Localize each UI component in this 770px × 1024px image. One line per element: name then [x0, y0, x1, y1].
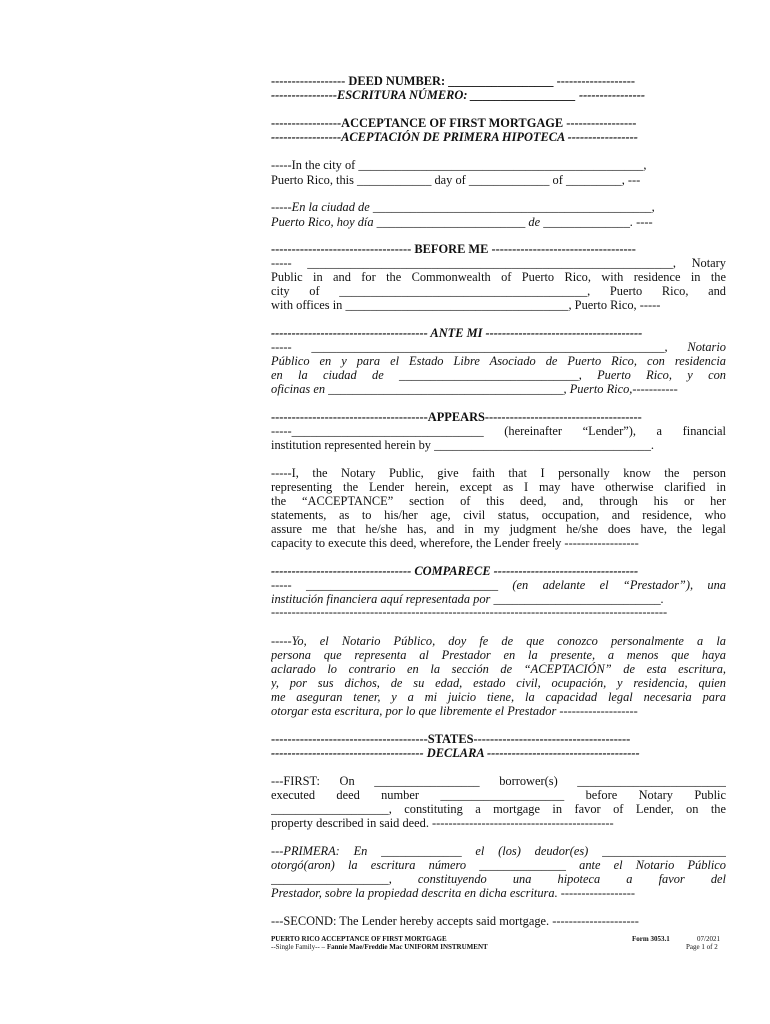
ante-mi-heading: -------------------------------------- ANTE MI -------------------------------------- — [271, 326, 643, 340]
notary-line-2: Public in and for the Commonwealth of Puerto Rico, with residence in the — [271, 270, 726, 284]
footer-date: 07/2021 — [697, 935, 720, 943]
before-me-heading: ---------------------------------- BEFORE ME ----------------------------------- — [271, 242, 636, 256]
notary-line-4: with offices in ____________________________________, Puerto Rico, ----- — [271, 298, 661, 312]
footer-form: Form 3053.1 — [632, 935, 670, 943]
faith-line-3: the “ACCEPTANCE” section of this deed, and, through his or her — [271, 494, 726, 508]
city-line: -----In the city of ______________________________________________, — [271, 158, 647, 172]
faith-line-5: assure me that he/she has, and in my judgment he/she does have, the legal — [271, 522, 726, 536]
first-line-4: property described in said deed. -------------------------------------------- — [271, 816, 614, 830]
notary-line-3: city of ________________________________________, Puerto Rico, and — [271, 284, 726, 298]
footer-page: Page 1 of 2 — [686, 943, 718, 951]
fe-line-6: otorgar esta escritura, por lo que libremente el Prestador ------------------- — [271, 704, 638, 718]
first-line-1: ---FIRST: On _________________ borrower(s) ________________________ — [271, 774, 726, 788]
notario-line-4: oficinas en ______________________________________, Puerto Rico,----------- — [271, 382, 678, 396]
aceptacion-title: -----------------ACEPTACIÓN DE PRIMERA HIPOTECA ----------------- — [271, 130, 638, 144]
first-line-2: executed deed number ____________________ before Notary Public — [271, 788, 726, 802]
fe-line-4: y, por sus dichos, de su edad, estado civil, ocupación, y residencia, quien — [271, 676, 726, 690]
primera-line-1: ---PRIMERA: En _____________ el (los) deudor(es) ____________________ — [271, 844, 726, 858]
deed-number-heading: ------------------ DEED NUMBER: _________________ ------------------- — [271, 74, 635, 88]
primera-line-4: Prestador, sobre la propiedad descrita en dicha escritura. ------------------ — [271, 886, 636, 900]
dash-separator: ------------------------------------------------------------------------------------------------ — [271, 605, 668, 619]
faith-line-6: capacity to execute this deed, wherefore, the Lender freely ------------------ — [271, 536, 639, 550]
faith-line-2: representing the Lender herein, except as I may have otherwise clarified in — [271, 480, 726, 494]
comparece-line-1: ----- _______________________________ (en adelante el “Prestador”), una — [271, 578, 726, 592]
primera-line-2: otorgó(aron) la escritura número ______________ ante el Notario Público — [271, 858, 726, 872]
acceptance-title: -----------------ACCEPTANCE OF FIRST MORTGAGE ----------------- — [271, 116, 637, 130]
appears-line-2: institution represented herein by ___________________________________. — [271, 438, 655, 452]
footer-subtitle-prefix: --Single Family-- – — [271, 943, 327, 951]
comparece-line-2: institución financiera aquí representada por ___________________________. — [271, 592, 664, 606]
footer-title: PUERTO RICO ACCEPTANCE OF FIRST MORTGAGE — [271, 935, 447, 943]
date-line: Puerto Rico, this ____________ day of _____________ of _________, --- — [271, 173, 641, 187]
footer-subtitle-bold: Fannie Mae/Freddie Mac UNIFORM INSTRUMENT — [326, 943, 488, 951]
appears-heading: --------------------------------------APPEARS-------------------------------------- — [271, 410, 642, 424]
fe-line-1: -----Yo, el Notario Público, doy fe de que conozco personalmente a la — [271, 634, 726, 648]
fe-line-3: aclarado lo contrario en la sección de “ACEPTACIÓN” de esta escritura, — [271, 662, 726, 676]
notario-line-1: ----- _________________________________________________________, Notario — [271, 340, 726, 354]
first-line-3: ___________________, constituting a mortgage in favor of Lender, on the — [271, 802, 726, 816]
comparece-heading: ---------------------------------- COMPARECE ----------------------------------- — [271, 564, 639, 578]
notario-line-3: en la ciudad de _____________________________, Puerto Rico, y con — [271, 368, 726, 382]
notary-line-1: ----- ___________________________________________________________, Notary — [271, 256, 726, 270]
footer-subtitle — [271, 943, 488, 951]
fe-line-2: persona que representa al Prestador en la presente, a menos que haya — [271, 648, 726, 662]
escritura-numero-heading: ----------------ESCRITURA NÚMERO: _________________ ---------------- — [271, 88, 646, 102]
states-heading: --------------------------------------STATES-------------------------------------- — [271, 732, 631, 746]
faith-line-4: statements, as to his/her age, civil status, occupation, and residence, who — [271, 508, 726, 522]
appears-line-1: -----_______________________________ (hereinafter “Lender”), a financial — [271, 424, 726, 438]
primera-line-3: ___________________, constituyendo una hipoteca a favor del — [271, 872, 726, 886]
second-line: ---SECOND: The Lender hereby accepts said mortgage. --------------------- — [271, 914, 639, 928]
fecha-line: Puerto Rico, hoy día ________________________ de ______________. ---- — [271, 215, 653, 229]
notario-line-2: Público en y para el Estado Libre Asociado de Puerto Rico, con residencia — [271, 354, 726, 368]
declara-heading: ------------------------------------- DECLARA ------------------------------------- — [271, 746, 640, 760]
faith-line-1: -----I, the Notary Public, give faith that I personally know the person — [271, 466, 726, 480]
fe-line-5: me aseguran tener, y a mi juicio tiene, la capacidad legal necesaria para — [271, 690, 726, 704]
ciudad-line: -----En la ciudad de _____________________________________________, — [271, 200, 655, 214]
